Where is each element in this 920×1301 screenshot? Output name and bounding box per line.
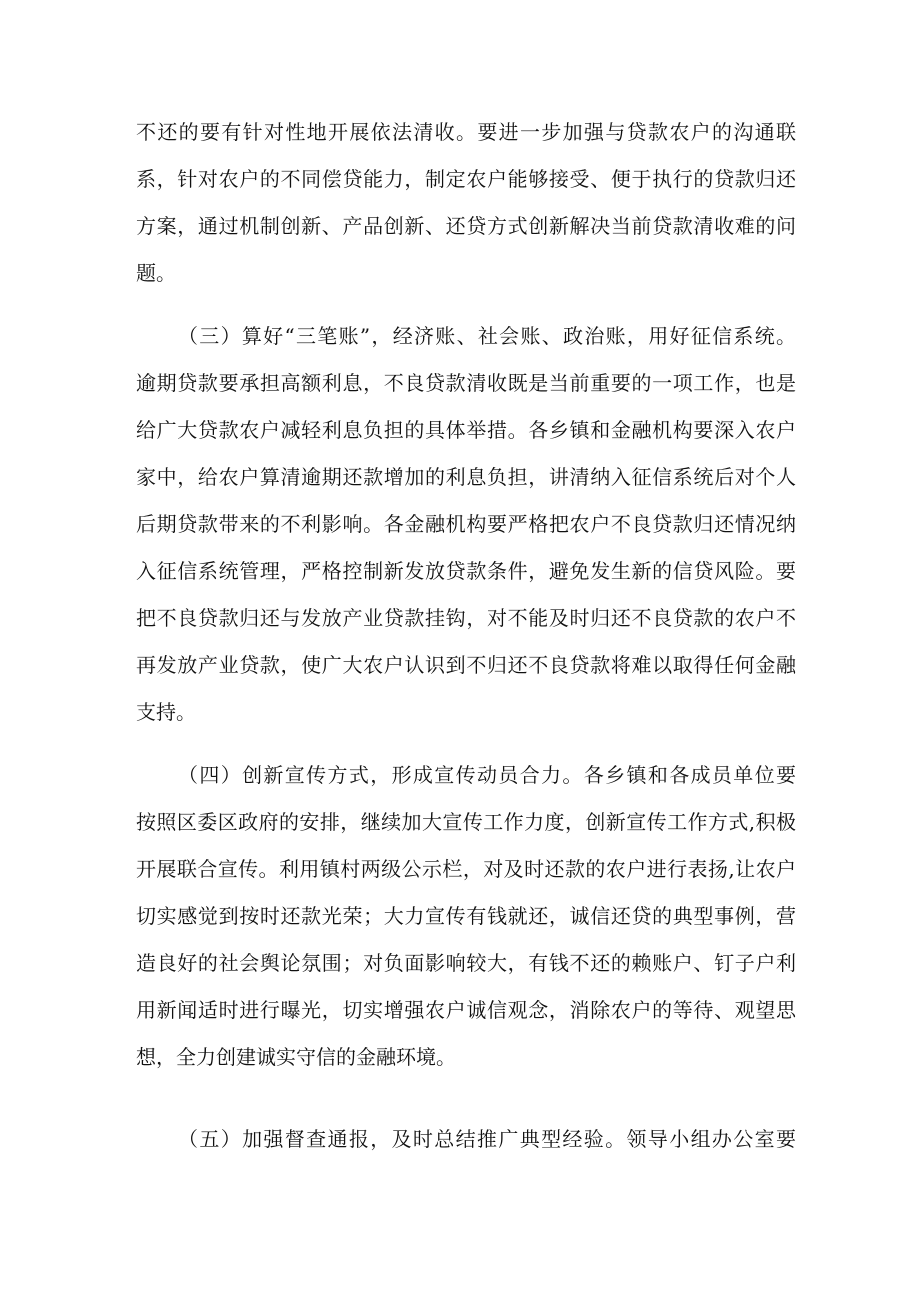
section-heading-line: （五）加强督查通报，及时总结推广典型经验。领导小组办公室要 xyxy=(178,1127,796,1151)
paragraph-line: 家中，给农户算清逾期还款增加的利息负担，讲清纳入征信系统后对个人 xyxy=(136,465,796,489)
paragraph-line: 后期贷款带来的不利影响。各金融机构要严格把农户不良贷款归还情况纳 xyxy=(136,512,796,536)
paragraph-line: 方案，通过机制创新、产品创新、还贷方式创新解决当前贷款清收难的问 xyxy=(136,214,796,238)
paragraph-line: 再发放产业贷款，使广大农户认识到不归还不良贷款将难以取得任何金融 xyxy=(136,653,796,677)
paragraph-line: 支持。 xyxy=(136,700,196,724)
paragraph-line: 不还的要有针对性地开展依法清收。要进一步加强与贷款农户的沟通联 xyxy=(136,120,796,144)
paragraph-line: 切实感觉到按时还款光荣；大力宣传有钱就还，诚信还贷的典型事例，营 xyxy=(136,904,796,928)
section-heading-line: （三）算好“三笔账”，经济账、社会账、政治账，用好征信系统。 xyxy=(178,324,796,348)
paragraph-line: 入征信系统管理，严格控制新发放贷款条件，避免发生新的信贷风险。要 xyxy=(136,559,796,583)
section-heading-line: （四）创新宣传方式，形成宣传动员合力。各乡镇和各成员单位要 xyxy=(178,763,796,787)
paragraph-line: 想，全力创建诚实守信的金融环境。 xyxy=(136,1045,456,1069)
paragraph-line: 造良好的社会舆论氛围；对负面影响较大，有钱不还的赖账户、钉子户利 xyxy=(136,951,796,975)
paragraph-line: 逾期贷款要承担高额利息，不良贷款清收既是当前重要的一项工作，也是 xyxy=(136,371,796,395)
paragraph-line: 把不良贷款归还与发放产业贷款挂钩，对不能及时归还不良贷款的农户不 xyxy=(136,606,796,630)
paragraph-line: 题。 xyxy=(136,261,176,285)
paragraph-line: 开展联合宣传。利用镇村两级公示栏，对及时还款的农户进行表扬,让农户 xyxy=(136,857,796,881)
paragraph-line: 系，针对农户的不同偿贷能力，制定农户能够接受、便于执行的贷款归还 xyxy=(136,167,796,191)
paragraph-line: 给广大贷款农户减轻利息负担的具体举措。各乡镇和金融机构要深入农户 xyxy=(136,418,796,442)
paragraph-line: 用新闻适时进行曝光，切实增强农户诚信观念，消除农户的等待、观望思 xyxy=(136,998,796,1022)
paragraph-line: 按照区委区政府的安排，继续加大宣传工作力度，创新宣传工作方式,积极 xyxy=(136,810,796,834)
